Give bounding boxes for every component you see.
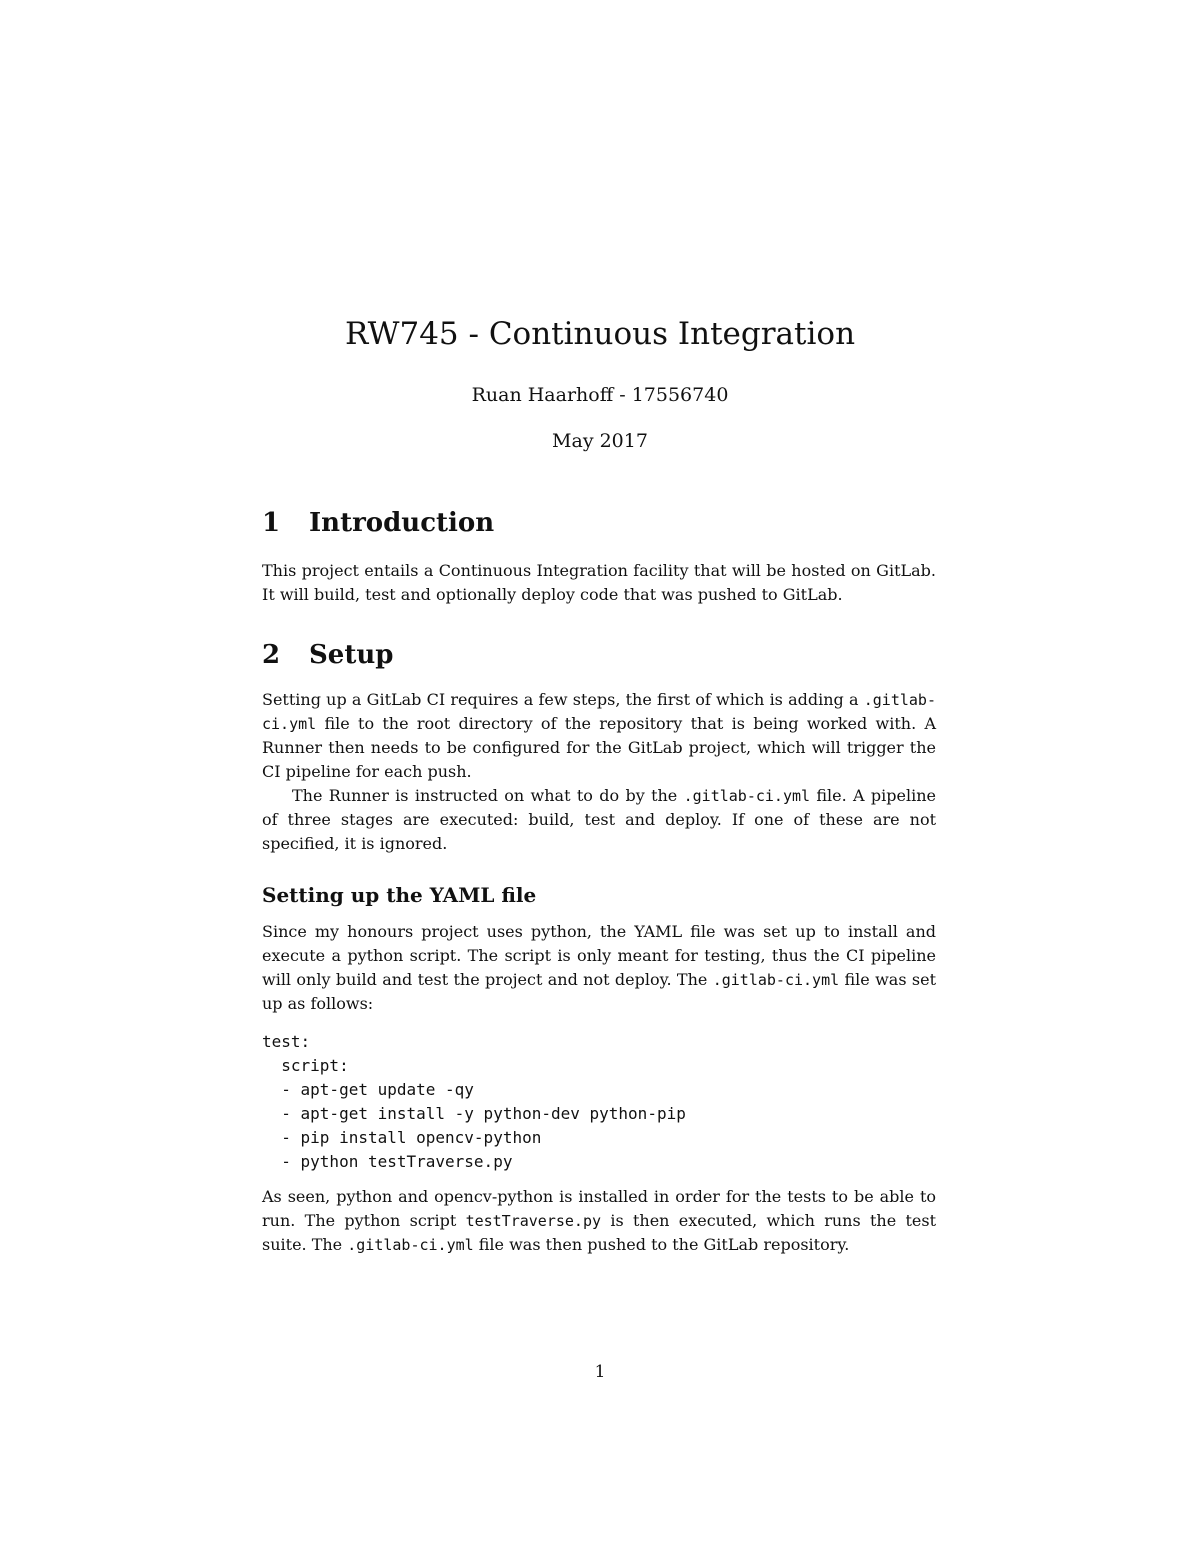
code-line: test: [262,1032,311,1051]
subsection-heading-yaml: Setting up the YAML file [262,883,537,907]
filename-code: .gitlab-ci.yml [347,1236,474,1254]
code-line: - apt-get update -qy [262,1080,474,1099]
section-heading-setup [262,638,938,672]
document-title: RW745 - Continuous Integration [344,316,856,352]
yaml-code-block [262,1030,686,1174]
yaml-paragraph-2 [262,1185,936,1257]
text-run: file was set up as follows: [262,970,936,1013]
document-date: May 2017 [552,430,648,452]
code-line: script: [262,1056,349,1075]
yaml-paragraph-1 [262,920,936,1016]
code-line: - python testTraverse.py [262,1152,513,1171]
text-run: The Runner is instructed on what to do by the [292,786,684,805]
filename-code: .gitlab-ci.yml [262,691,936,733]
code-line: - pip install opencv-python [262,1128,542,1147]
section-title: Setup [309,640,394,670]
text-run: is then executed, which runs the test suite. The [262,1211,937,1254]
setup-paragraph-1 [262,688,936,784]
introduction-paragraph: This project entails a Continuous Integration facility that will be hosted on GitLab. It will build, test and optionally deploy code that was pushed to GitLab. [262,561,936,604]
setup-paragraph-2 [262,784,936,856]
filename-code: .gitlab-ci.yml [683,787,811,805]
section-heading-introduction [262,506,938,540]
text-run: Setting up a GitLab CI requires a few steps, the first of which is adding a [262,690,864,709]
text-run: As seen, python and opencv-python is installed in order for the tests to be able to run. The python script [262,1187,936,1230]
filename-code: .gitlab-ci.yml [712,971,840,989]
text-run: file. A pipeline of three stages are executed: build, test and deploy. If one of these are not specified, it is ignored. [262,786,937,853]
text-run: Since my honours project uses python, the YAML file was set up to install and execute a python script. The script is only meant for testing, thus the CI pipeline will only build and test the project and not deploy. The [262,922,936,989]
text-run: file was then pushed to the GitLab repository. [473,1235,850,1254]
page-number: 1 [594,1362,606,1382]
code-line: - apt-get install -y python-dev python-pip [262,1104,686,1123]
section-title: Introduction [309,508,495,538]
filename-code: testTraverse.py [465,1212,602,1230]
section-number: 1 [262,508,281,538]
text-run: file to the root directory of the repository that is being worked with. A Runner then needs to be configured for the GitLab project, which will trigger the CI pipeline for each push. [262,714,936,781]
section-number: 2 [262,640,281,670]
document-author: Ruan Haarhoff - 17556740 [471,384,729,406]
